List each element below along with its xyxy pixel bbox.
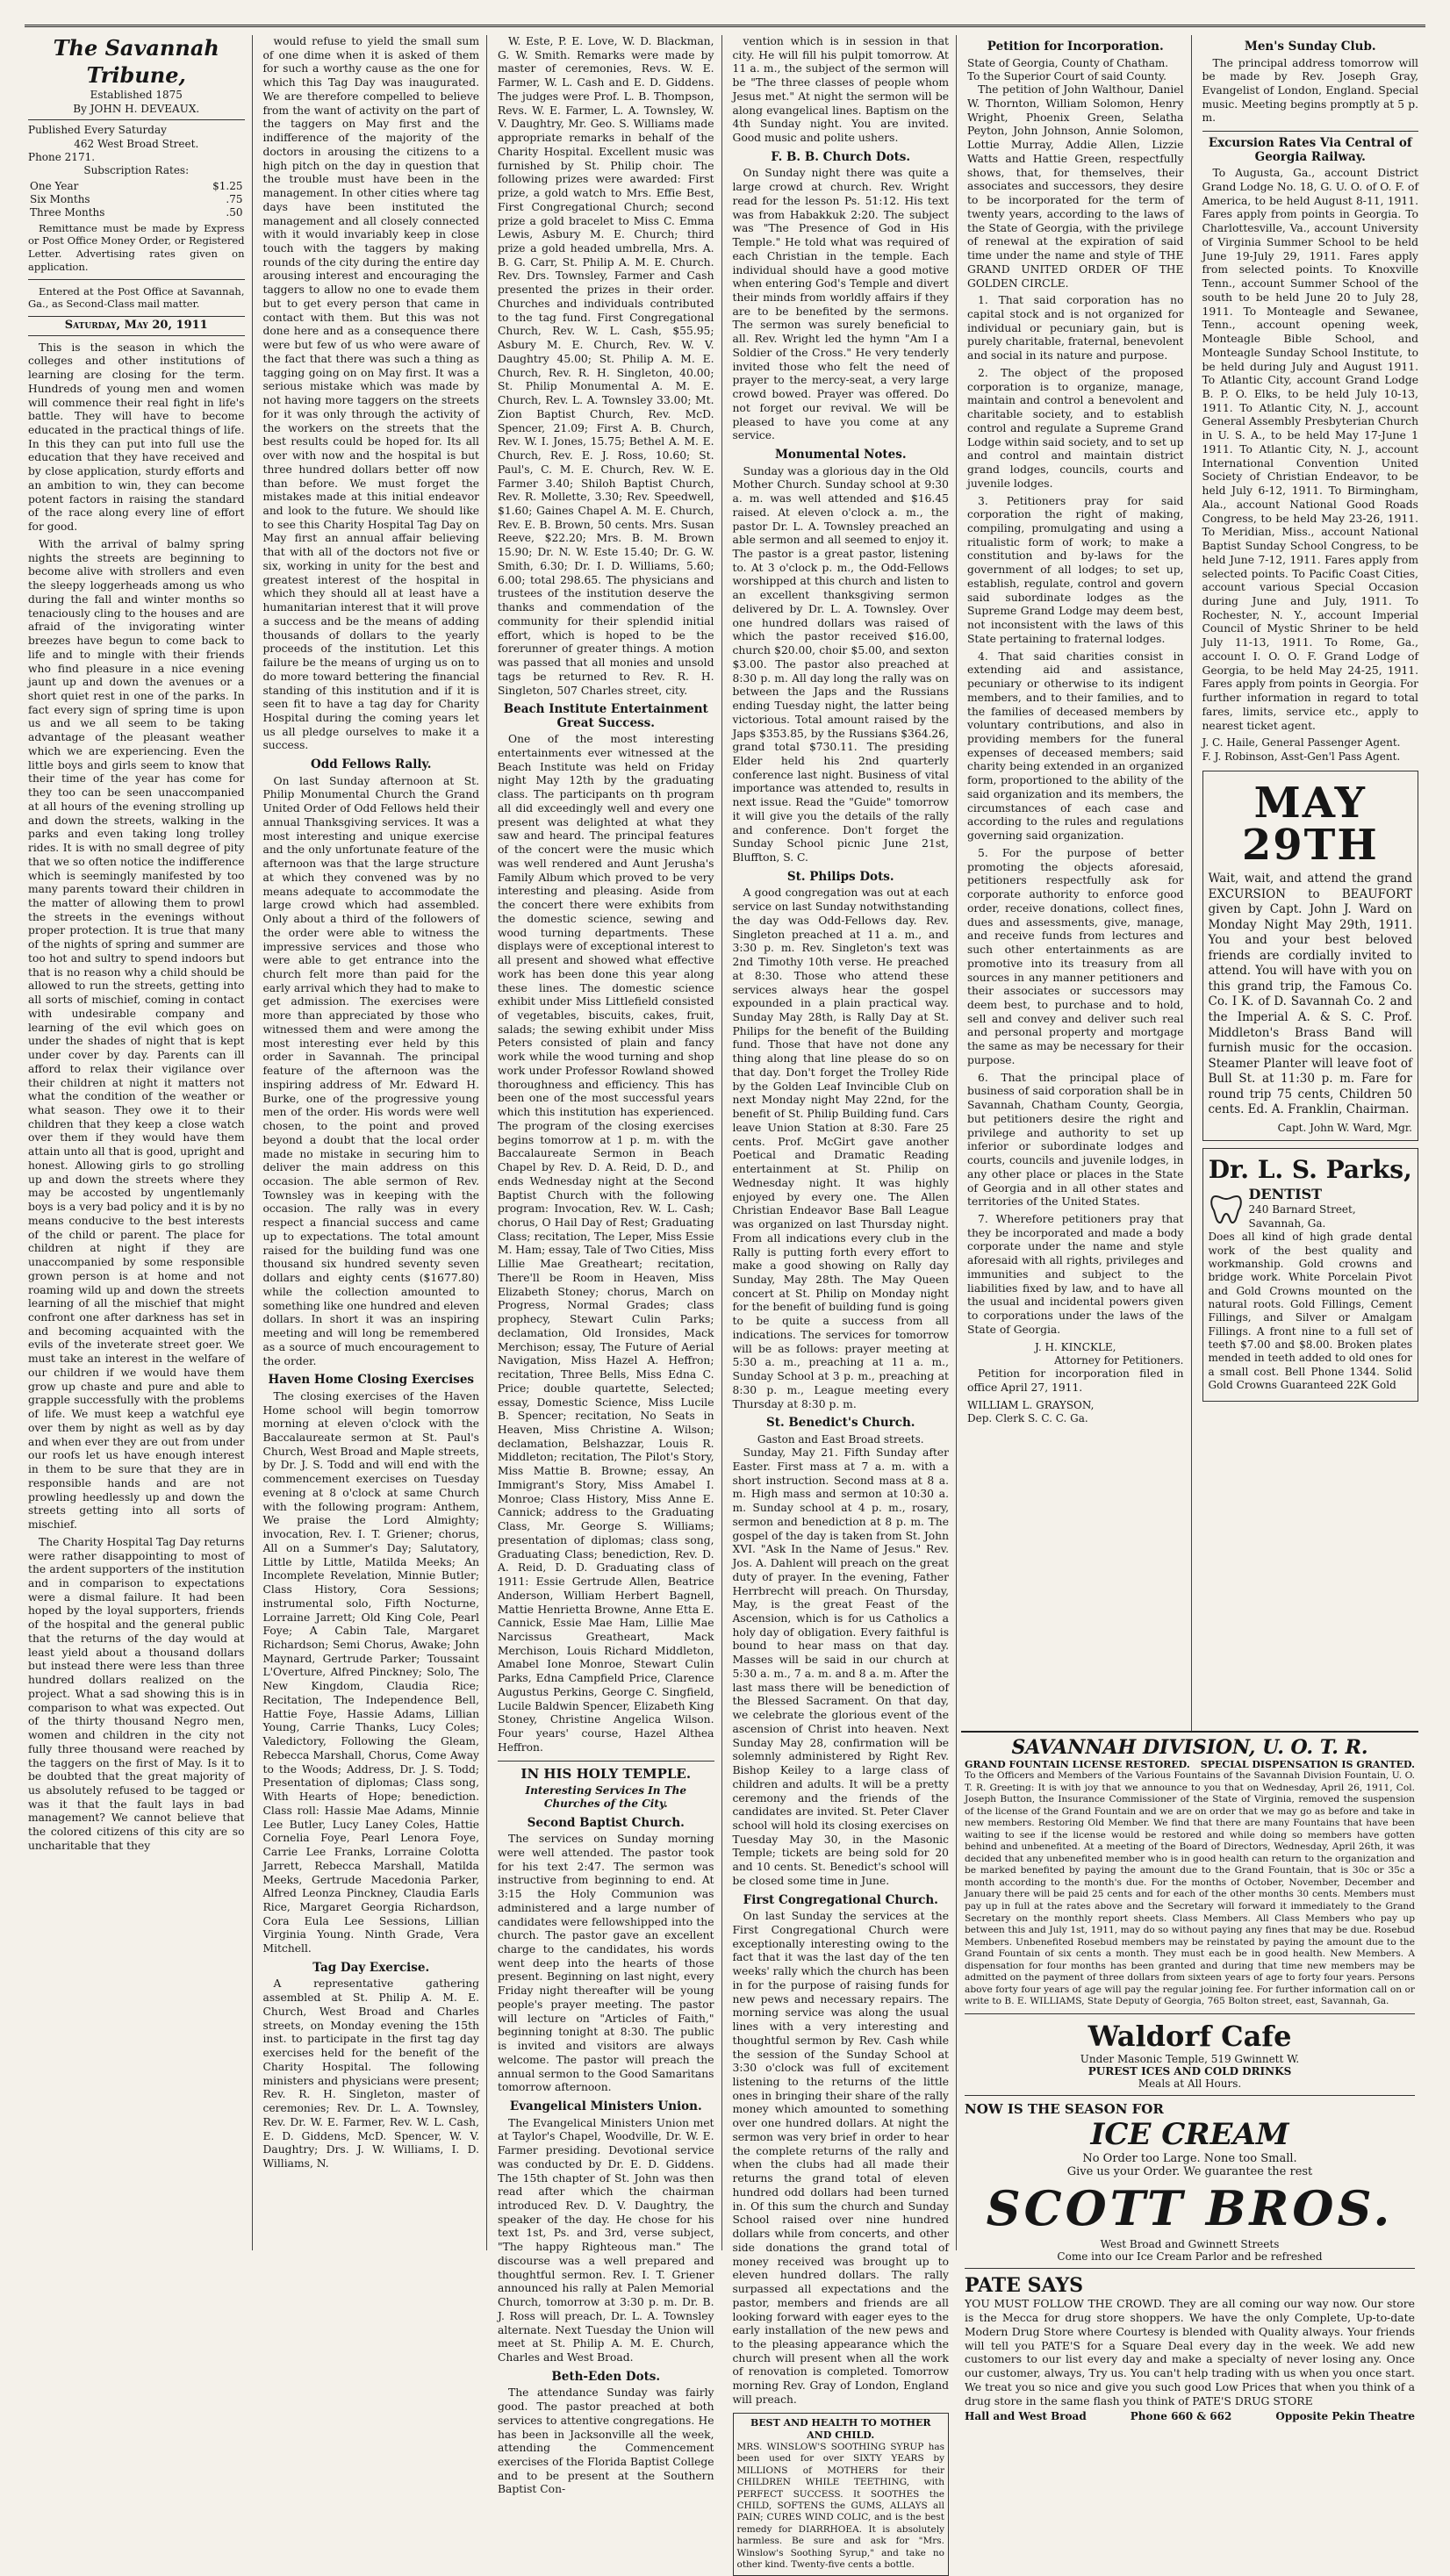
- article-heading: Beach Institute Entertainment Great Success.: [503, 702, 708, 730]
- petition-paragraph: 2. The object of the proposed corporation is to organize, manage, maintain and control a benevolent and charitable society, and to establish control and regulate a Supreme Grand Lodge within said society, and to set up and control and maintain district grand lodges, councils, courts and juvenile lodges.: [967, 366, 1184, 490]
- pate-phone: Phone 660 & 662: [1130, 2409, 1232, 2422]
- article-body: Sunday was a glorious day in the Old Mother Church. Sunday school at 9:30 a. m. was well attended and $16.45 raised. At eleven o'clock a. m., the pastor Dr. L. A. Townsley preached an able sermon and all seemed to enjoy it. The pastor is a great pastor, listening to. At 3 o'clock p. m., the Odd-Fellows worshipped at this church and listen to an excellent thanksgiving sermon delivered by Dr. L. A. Townsley. Over one hundred dollars was raised of which the pastor received $16.00, church $20.00, choir $5.00, and sexton $3.00. The pastor also preached at 8:30 p. m. All day long the rally was on between the Japs and the Russians ending Tuesday night, the latter being victorious. Total amount raised by the Japs $353.85, by the Russians $364.26, grand total $730.11. The presiding Elder held his 2nd quarterly conference last night. Business of vital importance was attended to, results in next issue. Read the "Guide" tomorrow it will give you the details of the rally and conference. Don't forget the Sunday School picnic June 21st, Bluffton, S. C.: [732, 464, 949, 865]
- article-body: W. Este, P. E. Love, W. D. Blackman, G. W. Smith. Remarks were made by master of ceremonies, Revs. W. E. Farmer, W. L. Cash and E. D. Giddens. The judges were Prof. L. B. Thompson, Revs. W. E. Farmer, L. A. Townsley, W. V. Daughtry, Mr. Geo. S. Williams made appropriate remarks in behalf of the Charity Hospital. Excellent music was furnished by St. Philip choir. The following prizes were awarded: First prize, a gold watch to Mrs. Effie Best, First Congregational Church; second prize a gold bracelet to Miss C. Emma Lewis, Asbury M. E. Church; third prize a gold headed umbrella, Mrs. A. B. G. Carr, St. Philip A. M. E. Church. Rev. Drs. Townsley, Farmer and Cash presented the prizes in their order. Churches and individuals contributed to the tag fund. First Congregational Church, Rev. W. L. Cash, $55.95; Asbury M. E. Church, Rev. W. V. Daughtry 45.00; St. Philip A. M. E. Church, Rev. R. H. Singleton, 40.00; St. Philip Monumental A. M. E. Church, Rev. L. A. Townsley 33.00; Mt. Zion Baptist Church, Rev. McD. Spencer, 21.09; First A. B. Church, Rev. W. I. Jones, 15.75; Bethel A. M. E. Church, Rev. E. J. Ross, 10.60; St. Paul's, C. M. E. Church, Rev. W. E. Farmer 3.40; Shiloh Baptist Church, Rev. R. Mollette, 3.30; Rev. Speedwell, $1.60; Gaines Chapel A. M. E. Church, Rev. E. B. Brown, 50 cents. Mrs. Susan Reeve, $22.20; Mrs. B. M. Brown 15.90; Dr. N. W. Este 15.40; Dr. G. W. Smith, 6.30; Dr. I. D. Williams, 5.60; 6.00; total 298.65. The physicians and trustees of the institution deserve the thanks and commendation of the community for their splendid initial effort, which is hoped to be the forerunner of greater things. A motion was passed that all monies and unsold tags be returned to Rev. R. H. Singleton, 507 Charles street, city.: [498, 35, 714, 697]
- excursion-advertisement: [1202, 771, 1419, 1141]
- article-heading: First Congregational Church.: [743, 1892, 938, 1907]
- article-heading: Odd Fellows Rally.: [311, 757, 432, 772]
- editorial-paragraph: The Charity Hospital Tag Day returns were rather disappointing to most of the ardent supporters of the institution and in comparison to expectations were a dismal failure. It had been hoped by the loyal supporters, friends of the hospital and the general public that the returns of the day would at least yield about a thousand dollars but instead there were less than three hundred dollars realized on the project. What a sad showing this is in comparison to what was expected. Out of the thirty thousand Negro men, women and children in the city not fully three thousand were reached by the taggers on the first of May. Is it to be doubted that the great majority of us absolutely refused to be tagged or was it that the fault lays in bad management? We cannot believe that the colored citizens of this city are so uncharitable that they: [28, 1535, 245, 1852]
- rate-term: Six Months: [30, 192, 90, 205]
- pate-body: YOU MUST FOLLOW THE CROWD. They are all coming our way now. Our store is the Mecca for drug store shoppers. We have the only Complete, Up-to-date Modern Drug Store where Courtesy is blended with Quality always. Your friends will tell you PATE'S for a Square Deal every day in the week. We add new customers to our list every day and make a specialty of never losing any. Once our customer, always, Try us. You can't help trading with us when you once start. We treat you so nice and give you such good Low Prices that when you think of a drug store in the same flash you think of PATE'S DRUG STORE: [965, 2296, 1415, 2408]
- article-body: One of the most interesting entertainments ever witnessed at the Beach Institute was held on Friday night May 12th by the graduating class. The participants on th program all did exceedingly well and every one present was delighted at what they saw and heard. The principal features of the concert were the music which was well rendered and Aunt Jerusha's Family Album which proved to be very interesting and pleasing. Aside from the concert there were exhibits from the domestic science, sewing and wood turning departments. These displays were of exceptional interest to all present and showed what effective work has been done this year along these lines. The domestic science exhibit under Miss Littlefield consisted of vegetables, biscuits, cakes, fruit, salads; the sewing exhibit under Miss Peters consisted of plain and fancy work while the wood turning and shop work under Professor Rowland showed thoroughness and efficiency. This has been one of the most successful years which this institution has experienced. The program of the closing exercises begins tomorrow at 1 p. m. with the Baccalaureate Sermon in Beach Chapel by Rev. D. A. Reid, D. D., and ends Wednesday night at the Second Baptist Church with the following program: Invocation, Rev. W. L. Cash; chorus, O Hail Day of Rest; Graduating Class; recitation, The Leper, Miss Essie M. Ham; essay, Tale of Two Cities, Miss Lillie Mae Greatheart; recitation, There'll be Room in Heaven, Miss Elizabeth Stoney; chorus, March on Progress, Normal Grades; class prophecy, Stewart Culin Parks; declamation, Old Ironsides, Mack Merchison; essay, The Future of Aerial Navigation, Miss Hazel A. Heffron; recitation, Three Bells, Miss Edna C. Price; double quartette, Selected; essay, Domestic Science, Miss Lucile B. Spencer; recitation, No Seats in Heaven, Miss Christine A. Wilson; declamation, Belshazzar, Louis R. Middleton; recitation, The Pilot's Story, Miss Mattie B. Browne; essay, An Immigrant's Story, Miss Amabel I. Monroe; Class History, Miss Anne E. Cannick; address to the Graduating Class, Mr. George S. Williams; presentation of diplomas; class song, Graduating Class; benediction, Rev. D. A. Reid, D. D. Graduating class of 1911: Essie Gertrude Allen, Beatrice Anderson, William Herbert Bagnell, Mattie Henrietta Browne, Anne Etta E. Cannick, Essie Mae Ham, Lillie Mae Narcissus Greatheart, Mack Merchison, Louis Richard Middleton, Amabel Ione Monroe, Stewart Culin Parks, Edna Campfield Price, Clarence Augustus Perkins, George C. Singfield, Lucile Baldwin Spencer, Elizabeth King Stoney, Christine Angelica Wilson. Four years' course, Hazel Althea Heffron.: [498, 733, 714, 1754]
- bottom-ads: [961, 1731, 1418, 2422]
- article-body: The services on Sunday morning were well attended. The pastor took for his text 2:47. The sermon was instructive from beginning to end. At 3:15 the Holy Communion was administered and a large number of candidates were fellowshipped into the church. The pastor gave an excellent charge to the candidates, his words went deep into the hearts of those present. Beginning on last night, every Friday night thereafter will be young people's prayer meeting. The pastor will lecture on "Articles of Faith," beginning tonight at 8:30. The public is invited and visitors are always welcome. The pastor will preach the annual sermon to the Good Samaritans tomorrow afternoon.: [498, 1833, 714, 2094]
- article-body: The Evangelical Ministers Union met at Taylor's Chapel, Woodville, Dr. W. E. Farmer presiding. Devotional service was conducted by Dr. E. D. Giddens. The 15th chapter of St. John was then read after which the chairman introduced Rev. D. V. Daughtry, the speaker of the day. He chose for his text 1st, Ps. and 3rd, verse subject, "The happy Righteous man." The discourse was a well prepared and thoughtful sermon. Rev. I. T. Griener announced his rally at Palen Memorial Church, tomorrow at 3:30 p. m. Dr. B. J. Ross will preach, Dr. L. A. Townsley alternate. Next Tuesday the Union will meet at St. Philip A. M. E. Church, Charles and West Broad.: [498, 2116, 714, 2364]
- petition-paragraph: The petition of John Walthour, Daniel W. Thornton, William Solomon, Henry Wright, Phoenix Green, Selatha Peyton, John Johnson, Annie Solomon, Lottie Murray, Addie Allen, Lizzie Watts and Hattie Green, respectfully shows, that, for themselves, their associates and successors, they desire to be incorporated for the term of twenty years, according to the laws of the State of Georgia, with the privilege of renewal at the expiration of said time under the name and style of THE GRAND UNITED ORDER OF THE GOLDEN CIRCLE.: [967, 83, 1184, 290]
- attorney-name: J. H. KINCKLE,: [1035, 1340, 1116, 1353]
- petition-paragraph: 1. That said corporation has no capital stock and is not organized for individual or pecuniary gain, but is purely charitable, fraternal, benevolent and social in its nature and purpose.: [967, 294, 1184, 362]
- rates-heading: Subscription Rates:: [83, 164, 190, 177]
- article-body: On Sunday night there was quite a large crowd at church. Rev. Wright read for the lesson Ps. 51:12. His text was from Habakkuk 2:20. The subject was "The Presence of God in His Temple." He told what was required of each Christian in the temple. Each individual should have a good motive when entering God's Temple and divert their minds from worldly affairs if they are to be benefited by the sermons. The sermon was surely beneficial to all. Rev. Wright led the hymn "Am I a Soldier of the Cross." He very tenderly invited those who felt the need of prayer to the mercy-seat, a very large crowd bowed. Prayer was offered. Do not forget our revival. We will be pleased to have you come at any service.: [732, 167, 949, 442]
- article-heading: Second Baptist Church.: [527, 1815, 685, 1830]
- article-heading: Evangelical Ministers Union.: [509, 2099, 702, 2114]
- section-subheading: Interesting Services In The Churches of the City.: [525, 1783, 686, 1811]
- scott-tagline: Come into our Ice Cream Parlor and be refreshed: [1057, 2250, 1323, 2263]
- entered-note: Entered at the Post Office at Savannah, Ga., as Second-Class mail matter.: [28, 284, 245, 311]
- issue-date: Saturday, May 20, 1911: [28, 316, 245, 336]
- remittance-note: Remittance must be made by Express or Post Office Money Order, or Registered Letter. Advertising rates given on application.: [28, 221, 245, 273]
- signature: F. J. Robinson, Asst-Gen'l Pass Agent.: [1202, 750, 1401, 763]
- ice-cream-line-1: No Order too Large. None too Small.: [1082, 2151, 1297, 2165]
- masthead: [28, 35, 245, 120]
- pate-heading: PATE SAYS: [965, 2273, 1084, 2297]
- rate-price: .75: [226, 192, 243, 205]
- article-heading: Tag Day Exercise.: [312, 1960, 430, 1975]
- tooth-icon: [1209, 1193, 1244, 1224]
- waldorf-address: Under Masonic Temple, 519 Gwinnett W.: [1080, 2052, 1300, 2065]
- column-3: [494, 35, 722, 2496]
- petition-paragraph: 3. Petitioners pray for said corporation the right of making, compiling, promulgating and using a ritualistic form of work; to make a constitution and by-laws for the government of all lodges; to set up, establish, regulate, control and govern said subordinate lodges as the Supreme Grand Lodge may deem best, not inconsistent with the laws of this State pertaining to fraternal lodges.: [967, 494, 1184, 645]
- article-heading: Petition for Incorporation.: [987, 39, 1164, 54]
- clerk-title: Dep. Clerk S. C. C. Ga.: [967, 1412, 1088, 1425]
- ice-cream-headline: ICE CREAM: [1090, 2116, 1289, 2152]
- signature: J. C. Haile, General Passenger Agent.: [1202, 736, 1401, 750]
- syrup-advertisement: [733, 2413, 950, 2576]
- pate-location: Opposite Pekin Theatre: [1275, 2409, 1415, 2422]
- pate-address: Hall and West Broad: [965, 2409, 1087, 2422]
- article-heading: Haven Home Closing Exercises: [268, 1373, 475, 1388]
- petition-paragraph: 6. That the principal place of business of said corporation shall be in Savannah, Chatham County, Georgia, but petitioners desire the right and privilege and authority to set up inferior or subordinate lodges and courts, councils and juvenile lodges, in any other place or places in the State of Georgia and in all other states and territories of the United States.: [967, 1071, 1184, 1209]
- petition-paragraph: 4. That said charities consist in extending aid and assistance, pecuniary or otherwise to its indigent members, and to their families, and to the families of deceased members by voluntary contributions, and also in providing members for the funeral expenses of deceased members; said charity being extended in an organized form, proportioned to the ability of the said organization and its members, the circumstances of each case and according to the rules and regulations governing said organization.: [967, 649, 1184, 843]
- article-body: Sunday, May 21. Fifth Sunday after Easter. First mass at 7 a. m. with a short instruction. Second mass at 8 a. m. High mass and sermon at 10:30 a. m. Sunday school at 4 p. m., rosary, sermon and benediction at 8 p. m. The gospel of the day is taken from St. John XVI. "Ask In the Name of Jesus." Rev. Jos. A. Dahlent will preach on the great duty of prayer. In the evening, Father Herrbrecht will preach. On Thursday, May, is the great Feast of the Ascension, which is for us Catholics a holy day of obligation. Every faithful is bound to hear mass on that day. Masses will be said in our church at 5:30 a. m., 7 a. m. and 8 a. m. After the last mass there will be benediction of the Blessed Sacrament. On that day, we celebrate the glorious event of the ascension of Christ into heaven. Next Sunday May 28, confirmation will be solemnly administered by Right Rev. Bishop Keiley to a large class of children and adults. It will be a pretty ceremony and the friends of the candidates are invited. St. Peter Claver school will hold its closing exercises on Tuesday May 30, in the Masonic Temple; tickets are being sold for 20 and 10 cents. St. Benedict's school will be closed some time in June.: [732, 1446, 949, 1887]
- dentist-address: 240 Barnard Street, Savannah, Ga.: [1248, 1203, 1356, 1230]
- article-heading: Beth-Eden Dots.: [551, 2369, 661, 2384]
- article-body: On last Sunday afternoon at St. Philip Monumental Church the Grand United Order of Odd Fellows held their annual Thanksgiving services. It was a most interesting and unique exercise and the only unfortunate feature of the afternoon was that the large structure at which they convened was by no means adequate to accommodate the large crowd which had assembled. Only about a third of the followers of the order were able to witness the impressive services and those who were able to get entrance into the church felt more than paid for the early arrival which they had to make to get admission. The exercises were more than appreciated by those who witnessed them and were among the most interesting ever held by this order in Savannah. The principal feature of the afternoon was the inspiring address of Mr. Edward H. Burke, one of the progressive young men of the order. His words were well chosen, to the point and proved beyond a doubt that the local order made no mistake in securing him to deliver the main address on this occasion. The able sermon of Rev. Townsley was in keeping with the occasion. The rally was in every respect a financial success and came up to expectations. The total amount raised for the building fund was one thousand six hundred seventy seven dollars and eighty cents ($1677.80) while the collection amounted to something like one hundred and eleven dollars. In short it was an inspiring meeting and will long be remembered as a source of much encouragement to the order.: [262, 774, 479, 1367]
- rate-price: $1.25: [212, 179, 243, 192]
- uotr-subheading-left: GRAND FOUNTAIN LICENSE RESTORED.: [965, 1759, 1190, 1770]
- address-line: 462 West Broad Street.: [74, 137, 199, 150]
- filed-note: Petition for incorporation filed in office April 27, 1911.: [967, 1367, 1184, 1395]
- waldorf-heading: Waldorf Cafe: [1088, 2019, 1292, 2053]
- scott-bros-name: SCOTT BROS.: [986, 2179, 1394, 2236]
- subscription-rates: [28, 180, 245, 220]
- article-heading: St. Benedict's Church.: [766, 1416, 915, 1431]
- uotr-subheading-right: SPECIAL DISPENSATION IS GRANTED.: [1200, 1759, 1415, 1770]
- editorial-paragraph: With the arrival of balmy spring nights the streets are beginning to become alive with strollers and even the sleepy loggerheads among us who during the fall and winter months so tenaciously cling to the houses and are afraid of the invigorating winter breezes have begun to come back to life and to mingle with their friends who find pleasure in a nice evening jaunt up and down the avenues or a short quiet rest in one of the parks. In fact every sign of spring time is upon us and we all seem to be taking advantage of the pleasant weather which we are experiencing. Even the little boys and girls seem to know that their time of the year has come for they too can be seen unaccompanied at all hours of the evening strolling up and down the streets, walking in the parks and even taking long trolley rides. It is with no small degree of pity that we so often notice the indifference which is seemingly manifested by too many parents toward their children in the matter of allowing them to prowl the streets in the evenings without proper protection. It is true that many of the nights of spring and summer are too hot and sultry to spend indoors but that is no reason why a child should be allowed to run the streets, getting into all sorts of mischief, coming in contact with undesirable company and learning of the evil which goes on under the shades of night that is kept under cover by day. Parents can ill afford to relax their vigilance over their children at night it matters not what the condition of the weather or what season. They owe it to their children that they keep a close watch over them if they would have them attain unto all that is good, upright and honest. Allowing girls to go strolling up and down the streets where they may be accosted by ungentlemanly boys is a very bad policy and it is by no means conducive to the best interests of the child or parent. The place for children at night if they are unaccompanied by some responsible grown person is at home and not roaming wild up and down the streets learning of all the mischief that might confront one after darkness has set in and becoming acquainted with the evils of the inveterate street goer. We must take an interest in the welfare of our children if we would have them grow up chaste and pure and able to grapple successfully with the problems of life. We must keep a watchful eye over them by night as well as by day and when ever they are out from under our roofs let us have enough interest in them to be sure that they are in responsible hands and are not prowling heedlessly up and down the streets getting into all sorts of mischief.: [28, 537, 245, 1532]
- notice-heading: BEST AND HEALTH TO MOTHER AND CHILD.: [750, 2416, 931, 2441]
- uotr-heading: SAVANNAH DIVISION, U. O. T. R.: [1011, 1736, 1368, 1759]
- newspaper-title: The Savannah Tribune,: [53, 35, 219, 88]
- petition-paragraph: 7. Wherefore petitioners pray that they be incorporated and made a body corporate under the name and style aforesaid with all rights, privileges and immunities and subject to the liabilities fixed by law, and to have all the usual and incidental powers given to corporations under the laws of the State of Georgia.: [967, 1212, 1184, 1336]
- notice-body: MRS. WINSLOW'S SOOTHING SYRUP has been used for over SIXTY YEARS by MILLIONS of MOTHERS for their CHILDREN WHILE TEETHING, with PERFECT SUCCESS. It SOOTHES the CHILD, SOFTENS the GUMS, ALLAYS all PAIN; CURES WIND COLIC, and is the best remedy for DIARRHOEA. It is absolutely harmless. Be sure and ask for "Mrs. Winslow's Soothing Syrup," and take no other kind. Twenty-five cents a bottle.: [736, 2441, 944, 2571]
- article-heading: Men's Sunday Club.: [1244, 39, 1376, 54]
- ice-cream-line: NOW IS THE SEASON FOR: [965, 2100, 1164, 2117]
- clerk-name: WILLIAM L. GRAYSON,: [967, 1398, 1095, 1411]
- rate-row: [28, 206, 245, 219]
- petition-paragraph: 5. For the purpose of better promoting the objects aforesaid, petitioners respectfully ask for corporate authority to enforce good order, receive donations, collect fines, dues and assessments, give, manage, and receive funds from lectures and such other entertainments as are promotive into its treasury from all sources in any manner petitioners and their associates or successors may deem best, to purchase and to hold, sell and convey and deliver such real and personal property and mortgage the same as may be necessary for their purpose.: [967, 846, 1184, 1066]
- rate-term: Three Months: [30, 206, 105, 219]
- article-subheading: Gaston and East Broad streets.: [757, 1432, 924, 1446]
- article-heading: F. B. B. Church Dots.: [771, 149, 911, 164]
- rate-price: .50: [226, 206, 243, 219]
- petition-court: To the Superior Court of said County.: [967, 69, 1166, 83]
- dentist-advertisement: [1202, 1148, 1419, 1402]
- dentist-title: DENTIST: [1248, 1185, 1323, 1202]
- dentist-name: Dr. L. S. Parks,: [1208, 1155, 1412, 1185]
- top-rule: [25, 25, 1425, 27]
- petition-state: State of Georgia, County of Chatham.: [967, 56, 1169, 69]
- article-body: The principal address tomorrow will be made by Rev. Joseph Gray, Evangelist of London, England. Special music. Meeting begins promptly at 5 p. m.: [1202, 56, 1418, 125]
- article-body: vention which is in session in that city. He will fill his pulpit tomorrow. At 11 a. m., the subject of the sermon will be "The three classes of people whom Jesus met." At night the sermon will be along evangelical lines. Baptism on the 4th Sunday night. You are invited. Good music and polite ushers.: [732, 35, 949, 145]
- section-heading: IN HIS HOLY TEMPLE.: [520, 1765, 692, 1782]
- article-heading: Excursion Rates Via Central of Georgia Railway.: [1208, 136, 1412, 164]
- scott-address: West Broad and Gwinnett Streets: [1100, 2237, 1280, 2250]
- article-heading: St. Philips Dots.: [786, 869, 894, 884]
- article-body: On last Sunday the services at the First Congregational Church were exceptionally interesting owing to the fact that it was the last day of the ten weeks' rally which the church has been in for the purpose of raising funds for new pews and necessary repairs. The morning service was along the usual lines with a very interesting and thoughtful sermon by Rev. Cash while the session of the Sunday School at 3:30 o'clock was full of excitement listening to the returns of the little ones in bringing their share of the rally money which amounted to something over one hundred dollars. At night the sermon was very brief in order to hear the complete returns of the rally and when the clubs had all made their returns the grand total of eleven hundred odd dollars had been turned in. Of this sum the church and Sunday School raised over nine hundred dollars while from concerts, and other side donations the grand total of money received was brought up to eleven hundred dollars. The rally surpassed all expectations and the pastor, members and friends are all looking forward with eager eyes to the early installation of the new pews and to the pleasing appearance which the church will present when all the work of renovation is completed. Tomorrow morning Rev. Gray of London, England will preach.: [732, 1910, 949, 2406]
- waldorf-hours: Meals at All Hours.: [1138, 2077, 1242, 2090]
- article-body: The attendance Sunday was fairly good. The pastor preached at both services to attentive congregations. He has been in Jacksonville all the week, attending the Commencement exercises of the Florida Baptist College and to be present at the Southern Baptist Con-: [498, 2386, 714, 2496]
- article-body: A good congregation was out at each service on last Sunday notwithstanding the day was Odd-Fellows day. Rev. Singleton preached at 11 a. m., and 3:30 p. m. Rev. Singleton's text was 2nd Timothy 10th verse. He preached at 8:30. Those who attend these services always hear the gospel expounded in a plain practical way. Sunday May 28th, is Rally Day at St. Philips for the benefit of the Building fund. Those that have not done any thing along that line please do so on that day. Don't forget the Trolley Ride by the Golden Leaf Invincible Club on next Monday night May 22nd, for the benefit of St. Philip Building fund. Cars leave Union Station at 8:30. Fare 25 cents. Prof. McGirt gave another Poetical and Dramatic Reading entertainment at St. Philip on Wednesday night. It was highly enjoyed by every one. The Allen Christian Endeavor Base Ball League was organized on last Thursday night. From all indications every club in the Rally is putting forth every effort to make a good showing on Rally day Sunday, May 28th. The May Queen concert at St. Philip on Monday night for the benefit of building fund is going to be quite a success from all indications. The services for tomorrow will be as follows: prayer meeting at 5:30 a. m., preaching at 11 a. m., Sunday School at 3 p. m., preaching at 8:30 p. m., League meeting every Thursday at 8:30 p. m.: [732, 886, 949, 1410]
- established: Established 1875: [90, 89, 183, 102]
- waldorf-line: PUREST ICES AND COLD DRINKS: [1088, 2064, 1292, 2077]
- uotr-body: To the Officers and Members of the Various Fountains of the Savannah Division Fountain, U. O. T. R. Greeting: It is with joy that we announce to you that on Wednesday, April 26, 1911, Col. Joseph Button, the Insurance Commissioner of the State of Virginia, removed the suspension of the license of the Grand Fountain and we are on order that we may go as before and take in new members. Restoring Old Member. We find that there are many Fountains that have been waiting to see if the license would be restored and while doing so members have gotten behind and unbenefited. At a meeting of the Board of Directors, Wednesday, April 26th, it was decided that any unbenefited member who is in good health can return to the organization and be marked benefited by paying the amount due to the Grand Fountain, that is 30c or 35c a month according to the month's due. For the months of October, November, December and January there will be paid 25 cents and for each of the other months 30 cents. Members must pay up in full at the rates above and the Secretary will forward it immediately to the Grand Secretary on the monthly report sheets. Class Members. All Class Members who pay up between this and July 1st, 1911, may do so without paying any fines that may be due. Rosebud Members. Unbenefited Rosebud members may be reinstated by paying the amount due to the Grand Fountain of six cents a month. They must each be in good health. New Members. A dispensation for four months has been granted and during that time new members may be admitted on the payment of three dollars from sixteen years of age to forty four years. Persons above forty four years of age will pay the regular joining fee. For further information call on or write to B. E. WILLIAMS, State Deputy of Georgia, 765 Bolton street, east, Savannah, Ga.: [965, 1770, 1415, 2007]
- phone-line: Phone 2171.: [28, 150, 96, 163]
- article-body: A representative gathering assembled at St. Philip A. M. E. Church, West Broad and Charles streets, on Monday evening the 15th inst. to participate in the first tag day exercises held for the benefit of the Charity Hospital. The following ministers and physicians were present; Rev. R. H. Singleton, master of ceremonies; Rev. Dr. L. A. Townsley, Rev. Dr. W. E. Farmer, Rev. W. L. Cash, E. D. Giddens, McD. Spencer, W. V. Daughtry; Drs. J. W. Williams, I. D. Williams, N.: [262, 1977, 479, 2170]
- editorial-paragraph: This is the season in which the colleges and other institutions of learning are closing for the term. Hundreds of young men and women will commence their real fight in life's battle. They will have to become educated in the practical things of life. In this they can put into full use the education that they have received and by close application, sturdy efforts and an ambition to win, they can become potent factors in raising the standard of the race along every line of effort for good.: [28, 341, 245, 534]
- article-body: To Augusta, Ga., account District Grand Lodge No. 18, G. U. O. of O. F. of America, to be held August 8-11, 1911. Fares apply from points in Georgia. To Charlottesville, Va., account University of Virginia Summer School to be held June 19-July 29, 1911. Fares apply from selected points. To Knoxville Tenn., account Summer School of the south to be held June 20 to July 28, 1911. To Monteagle and Sewanee, Tenn., account opening week, Monteagle Bible School, and Monteagle Sunday School Institute, to be held during July and August 1911. To Atlantic City, account Grand Lodge B. P. O. Elks, to be held July 10-13, 1911. To Atlantic City, N. J., account General Assembly Presbyterian Church in U. S. A., to be held May 17-June 1 1911. To Atlantic City, N. J., account International Convention United Society of Christian Endeavor, to be held July 6-12, 1911. To Birmingham, Ala., account National Good Roads Congress, to be held May 23-26, 1911. To Meridian, Miss., account National Baptist Sunday School Congress, to be held June 7-12, 1911. Fares apply from selected points. To Pacific Coast Cities, account various Special Occasion during June and July, 1911. To Rochester, N. Y., account Imperial Council of Mystic Shriner to be held July 11-13, 1911. To Rome, Ga., account I. O. O. F. Grand Lodge of Georgia, to be held May 24-25, 1911. Fares apply from points in Georgia. For further information in regard to total fares, limits, service etc., apply to nearest ticket agent.: [1202, 167, 1418, 732]
- publisher: By JOHN H. DEVEAUX.: [73, 102, 200, 115]
- published-line: Published Every Saturday: [28, 124, 167, 137]
- column-2: [260, 35, 488, 2250]
- rate-term: One Year: [30, 179, 79, 192]
- editorial-paragraph: would refuse to yield the small sum of one dime when it is asked of them for such a worthy cause as the one for which this Tag Day was inaugurated. We are therefore compelled to believe from the want of activity on the part of the taggers on May first and the indifference of the majority of the doctors in arousing the citizens to a high pitch on the day in question that the trouble must have been in the management. In other cities where tag days have been instituted the management and all closely connected with it would invariably keep in close touch with the taggers by making rounds of the city during the entire day arousing interest and encouraging the taggers to allow no one to evade them but to get every person that came in contact with them. But this was not done here and as a consequence there were but few of us who were aware of the fact that there was such a thing as tagging going on on May first. It was a serious mistake which was made by not having more taggers on the streets for it was only through the activity of the workers on the streets that the best results could be hoped for. Its all over with now and the hospital is but three hundred dollars better off now than before. We must forget the mistakes made at this initial endeavor and look to the future. We should like to see this Charity Hospital Tag Day on May first an annual affair believing that with all of the doctors not five or six, working in unity for the best and greatest interest of the hospital in which they should all at least have a humanitarian interest that it will prove a success and be the means of adding thousands of dollars to the yearly proceeds of the institution. Let this failure be the means of urging us on to do more toward bettering the financial standing of this institution and if it is seen fit to have a tag day for Charity Hospital during the coming years let us all pledge ourselves to make it a success.: [262, 35, 479, 752]
- article-heading: Monumental Notes.: [774, 448, 907, 463]
- rate-row: [28, 180, 245, 193]
- excursion-body: Wait, wait, and attend the grand EXCURSION to BEAUFORT given by Capt. John J. Ward on Monday Night May 29th, 1911. You and your best beloved friends are cordially invited to attend. You will have with you on this grand trip, the Famous Co. Co. I K. of D. Savannah Co. 2 and the Imperial A. & S. C. Prof. Middleton's Brass Band will furnish music for the occasion. Steamer Planter will leave foot of Bull St. at 11:30 p. m. Fare for round trip 75 cents, Children 50 cents. Ed. A. Franklin, Chairman.: [1208, 872, 1412, 1117]
- column-1: [25, 35, 253, 2250]
- excursion-manager: Capt. John W. Ward, Mgr.: [1277, 1121, 1412, 1134]
- article-body: The closing exercises of the Haven Home school will begin tomorrow morning at eleven o'clock with the Baccalaureate sermon at St. Paul's Church, West Broad and Maple streets, by Dr. J. S. Todd and will end with the commencement exercises on Tuesday evening at 8 o'clock at same Church with the following program: Anthem, We praise the Lord Almighty; invocation, Rev. I. T. Griener; chorus, All on a Summer's Day; Salutatory, Little by Little, Matilda Meeks; An Incomplete Revelation, Minnie Butler; Class History, Cora Sessions; instrumental solo, Fifth Nocturne, Lorraine Jarrett; Old King Cole, Pearl Foye; A Cabin Tale, Margaret Richardson; Semi Chorus, Awake; John Maynard, Gertrude Parker; Toussaint L'Overture, Alfred Pinckney; Solo, The New Kingdom, Claudia Rice; Recitation, The Independence Bell, Hattie Foye, Hassie Adams, Lillian Young, Carrie Thanks, Lucy Coles; Valedictory, Following the Gleam, Rebecca Marshall, Chorus, Come Away to the Woods; Address, Dr. J. S. Todd; Presentation of diplomas; Class song, With Hearts of Hope; benediction. Class roll: Hassie Mae Adams, Minnie Lee Butler, Lucy Laney Coles, Hattie Cornelia Foye, Pearl Lenora Foye, Carrie Lee Franks, Lorraine Colotta Jarrett, Rebecca Marshall, Matilda Meeks, Gertrude Macedonia Parker, Alfred Leonza Pinckney, Claudia Earls Rice, Margaret Georgia Richardson, Cora Eula Lee Sessions, Lillian Virginia Young. Ninth Grade, Vera Mitchell.: [262, 1389, 479, 1955]
- rate-row: [28, 193, 245, 206]
- attorney-title: Attorney for Petitioners.: [1054, 1353, 1184, 1367]
- column-4: [729, 35, 958, 2571]
- may-29th-headline: MAY 29TH: [1241, 779, 1379, 871]
- ice-cream-line-2: Give us your Order. We guarantee the rest: [1066, 2164, 1313, 2178]
- dentist-body: Does all kind of high grade dental work of the best quality and workmanship. Gold crowns and bridge work. White Porcelain Pivot and Gold Crowns mounted on the natural roots. Gold Fillings, Cement Fillings, and Silver or Amalgam Fillings. A front nine to a full set of teeth $7.00 and $8.00. Broken plates mended in teeth added to old ones for a small cost. Bell Phone 1344. Solid Gold Crowns Guaranteed 22K Gold: [1208, 1231, 1412, 1392]
